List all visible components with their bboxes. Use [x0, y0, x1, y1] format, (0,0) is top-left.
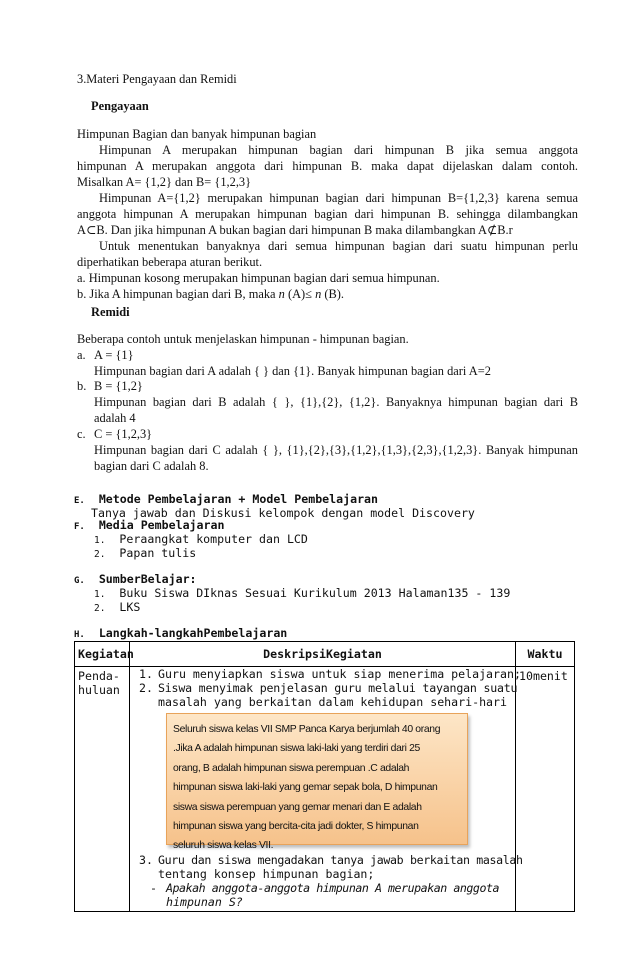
cell-waktu: 10menit	[516, 667, 575, 912]
section-g-heading: G. SumberBelajar:	[74, 572, 197, 586]
item-a-marker: a.	[77, 348, 86, 362]
section-g-item-2: 2. LKS	[94, 600, 141, 614]
header-deskripsi: DeskripsiKegiatan	[130, 642, 516, 667]
callout-line: himpunan siswa yang bercita-cita jadi dokter, S himpunan	[173, 821, 419, 833]
para3-line1: Untuk menentukan banyaknya dari semua himpunan bagian dari suatu himpunan perlu	[99, 239, 578, 253]
rule-a: a. Himpunan kosong merupakan himpunan bagian dari semua himpunan.	[77, 271, 440, 285]
step-3-line1: Guru dan siswa mengadakan tanya jawab berkaitan masalah	[158, 853, 523, 867]
pengayaan-title: Pengayaan	[91, 99, 149, 113]
para2-line3: A⊂B. Dan jika himpunan A bukan bagian dari himpunan B maka dilambangkan A⊄B.r	[77, 223, 513, 237]
item-b-set: B = {1,2}	[94, 379, 143, 393]
item-b-marker: b.	[77, 379, 87, 393]
question-line1: Apakah anggota-anggota himpunan A merupakan anggota	[166, 881, 500, 895]
item-a-set: A = {1}	[94, 348, 134, 362]
step-1-line1: Guru menyiapkan siswa untuk siap menerima pelajaran;	[158, 667, 521, 681]
step-3-num: 3.	[139, 853, 153, 867]
step-1-num: 1.	[139, 667, 153, 681]
case-callout-box	[166, 713, 468, 852]
step-2-line2: masalah yang berkaitan dalam kehidupan sehari-hari	[158, 695, 508, 709]
callout-line: .Jika A adalah himpunan siswa laki-laki yang terdiri dari 25	[173, 743, 420, 755]
section-g-item-1: 1. Buku Siswa DIknas Sesuai Kurikulum 2013 Halaman135 - 139	[94, 586, 511, 600]
section-f-item-2: 2. Papan tulis	[94, 546, 197, 560]
section-f-item-1: 1. Peraangkat komputer dan LCD	[94, 532, 308, 546]
callout-line: himpunan siswa laki-laki yang gemar sepak bola, D himpunan	[173, 782, 438, 794]
callout-line: siswa siswa perempuan yang gemar menari dan E adalah	[173, 801, 422, 813]
cell-kegiatan: Penda- huluan	[75, 667, 130, 912]
question-line2: himpunan S?	[166, 895, 243, 909]
item-c-set: C = {1,2,3}	[94, 427, 153, 441]
question-dash: -	[150, 881, 157, 895]
section-f-heading: F. Media Pembelajaran	[74, 518, 225, 532]
item-c-line2: bagian dari C adalah 8.	[94, 459, 209, 473]
rule-b: b. Jika A himpunan bagian dari B, maka n (A)≤ n (B).	[77, 287, 344, 301]
remidi-intro: Beberapa contoh untuk menjelaskan himpunan - himpunan bagian.	[77, 332, 409, 346]
item-b-line1: Himpunan bagian dari B adalah { }, {1},{2}, {1,2}. Banyaknya himpunan bagian dari B	[94, 395, 578, 409]
para1-line3: Misalkan A= {1,2} dan B= {1,2,3}	[77, 175, 252, 189]
callout-line: Seluruh siswa kelas VII SMP Panca Karya berjumlah 40 orang	[173, 724, 441, 735]
header-waktu: Waktu	[516, 642, 575, 667]
section-h-heading: H. Langkah-langkahPembelajaran	[74, 626, 288, 640]
para1-line2: himpunan A merupakan anggota dari himpunan B. maka dapat dijelaskan dalam contoh.	[77, 159, 578, 173]
step-2-line1: Siswa menyimak penjelasan guru melalui tayangan suatu	[158, 681, 518, 695]
callout-line: orang, B adalah himpunan siswa perempuan .C adalah	[173, 762, 410, 774]
section-heading: 3.Materi Pengayaan dan Remidi	[77, 72, 237, 86]
para2-line1: Himpunan A={1,2} merupakan himpunan bagian dari himpunan B={1,2,3} karena semua	[99, 191, 578, 205]
header-kegiatan: Kegiatan	[75, 642, 130, 667]
callout-line: seluruh siswa kelas VII.	[173, 840, 274, 852]
item-b-line2: adalah 4	[94, 411, 136, 425]
remidi-title: Remidi	[91, 305, 130, 319]
section-e-body: Tanya jawab dan Diskusi kelompok dengan model Discovery	[91, 506, 475, 520]
table-header-row	[75, 642, 575, 667]
para2-line2: anggota himpunan A merupakan himpunan bagian dari himpunan B. sehingga dilambangkan	[77, 207, 578, 221]
para3-line2: diperhatikan beberapa aturan berikut.	[77, 255, 263, 269]
topic-line: Himpunan Bagian dan banyak himpunan bagian	[77, 127, 317, 141]
item-c-marker: c.	[77, 427, 86, 441]
para1-line1: Himpunan A merupakan himpunan bagian dari himpunan B jika semua anggota	[99, 143, 578, 157]
item-c-line1: Himpunan bagian dari C adalah { }, {1},{2},{3},{1,2},{1,3},{2,3},{1,2,3}. Banyak himpunan	[94, 443, 578, 457]
step-3-line2: tentang konsep himpunan bagian;	[158, 867, 375, 881]
step-2-num: 2.	[139, 681, 153, 695]
item-a-line1: Himpunan bagian dari A adalah { } dan {1}. Banyak himpunan bagian dari A=2	[94, 364, 491, 378]
section-e-heading: E. Metode Pembelajaran + Model Pembelajaran	[74, 492, 379, 506]
